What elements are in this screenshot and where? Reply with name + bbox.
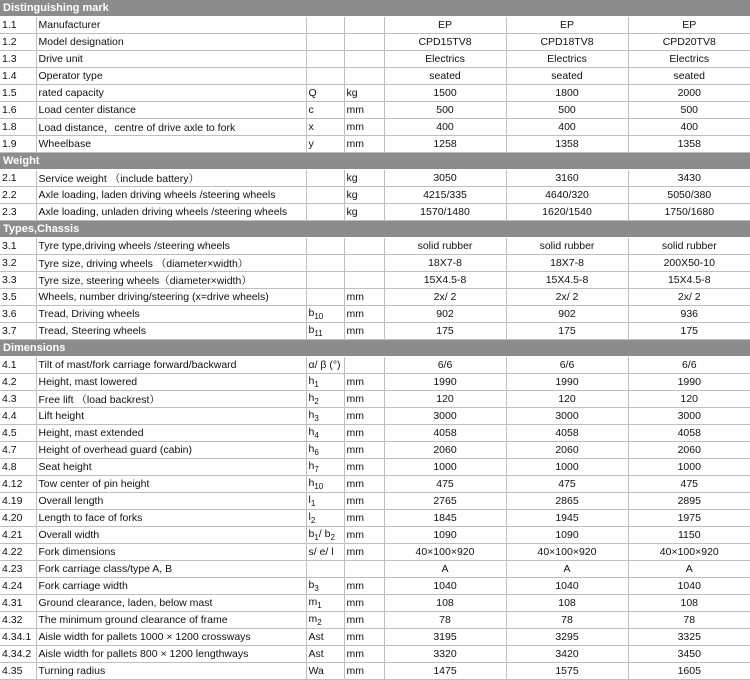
value-col1: 3195: [384, 629, 506, 646]
value-col3: 6/6: [628, 357, 750, 374]
row-unit: [344, 51, 384, 68]
row-symbol: [306, 187, 344, 204]
row-description: Tilt of mast/fork carriage forward/backward: [36, 357, 306, 374]
value-col3: 936: [628, 306, 750, 323]
row-description: The minimum ground clearance of frame: [36, 612, 306, 629]
row-symbol: x: [306, 119, 344, 136]
row-number: 4.32: [0, 612, 36, 629]
value-col2: 120: [506, 391, 628, 408]
row-symbol: [306, 272, 344, 289]
row-unit: mm: [344, 578, 384, 595]
row-description: Model designation: [36, 34, 306, 51]
row-description: Fork carriage class/type A, B: [36, 561, 306, 578]
row-unit: [344, 34, 384, 51]
row-symbol: [306, 561, 344, 578]
section-header: [0, 0, 750, 17]
table-row: [0, 646, 750, 663]
row-symbol: $b_{10}$: [306, 306, 344, 323]
row-description: Tyre size, steering wheels（diameter×width）: [36, 272, 306, 289]
row-description: Manufacturer: [36, 17, 306, 34]
row-number: 3.7: [0, 323, 36, 340]
section-header: [0, 221, 750, 238]
value-col2: 40×100×920: [506, 544, 628, 561]
row-unit: mm: [344, 374, 384, 391]
row-number: 4.1: [0, 357, 36, 374]
row-unit: mm: [344, 476, 384, 493]
table-row: [0, 306, 750, 323]
section-title: Distinguishing mark: [0, 0, 750, 17]
row-unit: mm: [344, 323, 384, 340]
row-number: 4.20: [0, 510, 36, 527]
section-title: Types,Chassis: [0, 221, 750, 238]
row-description: Overall width: [36, 527, 306, 544]
row-symbol: $h_{10}$: [306, 476, 344, 493]
value-col2: 500: [506, 102, 628, 119]
row-number: 4.35: [0, 663, 36, 680]
value-col2: 2x/ 2: [506, 289, 628, 306]
table-row: [0, 612, 750, 629]
row-number: 3.2: [0, 255, 36, 272]
value-col2: 3000: [506, 408, 628, 425]
value-col2: 3160: [506, 170, 628, 187]
row-number: 3.1: [0, 238, 36, 255]
value-col3: 40×100×920: [628, 544, 750, 561]
value-col3: 2060: [628, 442, 750, 459]
table-row: [0, 476, 750, 493]
row-number: 1.4: [0, 68, 36, 85]
table-row: [0, 391, 750, 408]
value-col3: 108: [628, 595, 750, 612]
row-unit: mm: [344, 459, 384, 476]
row-unit: mm: [344, 510, 384, 527]
row-symbol: s/ e/ l: [306, 544, 344, 561]
row-unit: mm: [344, 629, 384, 646]
value-col1: A: [384, 561, 506, 578]
row-description: Drive unit: [36, 51, 306, 68]
value-col1: 400: [384, 119, 506, 136]
row-symbol: $b_{11}$: [306, 323, 344, 340]
value-col3: Electrics: [628, 51, 750, 68]
row-description: Height, mast lowered: [36, 374, 306, 391]
value-col3: 1358: [628, 136, 750, 153]
row-number: 4.12: [0, 476, 36, 493]
section-title: Weight: [0, 153, 750, 170]
value-col1: 18X7-8: [384, 255, 506, 272]
value-col2: 1000: [506, 459, 628, 476]
row-unit: mm: [344, 527, 384, 544]
value-col1: 108: [384, 595, 506, 612]
value-col1: 3050: [384, 170, 506, 187]
row-number: 4.31: [0, 595, 36, 612]
row-symbol: α/ β (°): [306, 357, 344, 374]
table-row: [0, 238, 750, 255]
table-row: [0, 578, 750, 595]
value-col3: 3000: [628, 408, 750, 425]
row-number: 1.5: [0, 85, 36, 102]
value-col2: A: [506, 561, 628, 578]
table-row: [0, 510, 750, 527]
section-header: [0, 153, 750, 170]
row-unit: kg: [344, 204, 384, 221]
value-col3: 15X4.5-8: [628, 272, 750, 289]
row-symbol: [306, 68, 344, 85]
row-description: Fork dimensions: [36, 544, 306, 561]
table-row: [0, 561, 750, 578]
row-unit: kg: [344, 170, 384, 187]
table-row: [0, 102, 750, 119]
value-col1: 1040: [384, 578, 506, 595]
table-row: [0, 629, 750, 646]
value-col3: 5050/380: [628, 187, 750, 204]
row-symbol: $l_1$: [306, 493, 344, 510]
value-col1: 1000: [384, 459, 506, 476]
table-row: [0, 527, 750, 544]
row-unit: [344, 357, 384, 374]
row-symbol: $m_2$: [306, 612, 344, 629]
value-col1: 1258: [384, 136, 506, 153]
row-unit: mm: [344, 119, 384, 136]
row-symbol: [306, 51, 344, 68]
row-symbol: $m_1$: [306, 595, 344, 612]
row-unit: [344, 272, 384, 289]
row-number: 4.4: [0, 408, 36, 425]
value-col3: 500: [628, 102, 750, 119]
value-col1: 902: [384, 306, 506, 323]
value-col3: 2895: [628, 493, 750, 510]
value-col3: 78: [628, 612, 750, 629]
table-row: [0, 17, 750, 34]
value-col2: 475: [506, 476, 628, 493]
table-row: [0, 187, 750, 204]
row-unit: mm: [344, 102, 384, 119]
value-col2: 1358: [506, 136, 628, 153]
table-row: [0, 544, 750, 561]
row-unit: mm: [344, 136, 384, 153]
row-description: Height of overhead guard (cabin): [36, 442, 306, 459]
value-col3: 475: [628, 476, 750, 493]
row-number: 4.24: [0, 578, 36, 595]
row-symbol: [306, 170, 344, 187]
row-number: 4.23: [0, 561, 36, 578]
value-col2: 1040: [506, 578, 628, 595]
value-col1: 1475: [384, 663, 506, 680]
section-title: Dimensions: [0, 340, 750, 357]
row-symbol: $h_3$: [306, 408, 344, 425]
table-row: [0, 119, 750, 136]
value-col1: 1845: [384, 510, 506, 527]
value-col2: 6/6: [506, 357, 628, 374]
table-row: [0, 663, 750, 680]
value-col1: 3000: [384, 408, 506, 425]
row-symbol: $l_2$: [306, 510, 344, 527]
value-col3: 4058: [628, 425, 750, 442]
row-number: 4.19: [0, 493, 36, 510]
row-unit: mm: [344, 544, 384, 561]
row-description: Load center distance: [36, 102, 306, 119]
table-row: [0, 289, 750, 306]
value-col2: Electrics: [506, 51, 628, 68]
row-unit: mm: [344, 391, 384, 408]
value-col2: 15X4.5-8: [506, 272, 628, 289]
value-col2: CPD18TV8: [506, 34, 628, 51]
row-description: Tread, Steering wheels: [36, 323, 306, 340]
table-row: [0, 595, 750, 612]
row-unit: mm: [344, 306, 384, 323]
row-symbol: $b_1/$ $b_2$: [306, 527, 344, 544]
row-symbol: Wa: [306, 663, 344, 680]
value-col3: 1750/1680: [628, 204, 750, 221]
value-col1: 500: [384, 102, 506, 119]
row-symbol: [306, 204, 344, 221]
value-col3: 1605: [628, 663, 750, 680]
row-description: Wheelbase: [36, 136, 306, 153]
row-unit: [344, 68, 384, 85]
value-col2: 3420: [506, 646, 628, 663]
row-description: Aisle width for pallets 1000 × 1200 crossways: [36, 629, 306, 646]
row-symbol: $b_3$: [306, 578, 344, 595]
value-col2: 1090: [506, 527, 628, 544]
table-row: [0, 255, 750, 272]
value-col1: Electrics: [384, 51, 506, 68]
value-col1: 78: [384, 612, 506, 629]
row-unit: [344, 17, 384, 34]
value-col3: A: [628, 561, 750, 578]
table-row: [0, 170, 750, 187]
value-col3: 3450: [628, 646, 750, 663]
row-description: rated capacity: [36, 85, 306, 102]
value-col2: 3295: [506, 629, 628, 646]
value-col3: 1150: [628, 527, 750, 544]
value-col1: 1090: [384, 527, 506, 544]
row-symbol: $h_6$: [306, 442, 344, 459]
value-col3: 3430: [628, 170, 750, 187]
value-col1: seated: [384, 68, 506, 85]
row-number: 1.9: [0, 136, 36, 153]
row-symbol: [306, 289, 344, 306]
row-number: 3.6: [0, 306, 36, 323]
section-header: [0, 340, 750, 357]
row-description: Axle loading, laden driving wheels /steering wheels: [36, 187, 306, 204]
value-col3: 200X50-10: [628, 255, 750, 272]
value-col1: 6/6: [384, 357, 506, 374]
table-row: [0, 442, 750, 459]
row-description: Service weight （include battery）: [36, 170, 306, 187]
row-description: Axle loading, unladen driving wheels /steering wheels: [36, 204, 306, 221]
row-unit: mm: [344, 646, 384, 663]
value-col3: solid rubber: [628, 238, 750, 255]
value-col2: 1800: [506, 85, 628, 102]
value-col1: 175: [384, 323, 506, 340]
row-number: 2.3: [0, 204, 36, 221]
row-description: Ground clearance, laden, below mast: [36, 595, 306, 612]
row-unit: mm: [344, 425, 384, 442]
row-symbol: c: [306, 102, 344, 119]
value-col2: 1575: [506, 663, 628, 680]
row-symbol: $h_4$: [306, 425, 344, 442]
value-col3: 3325: [628, 629, 750, 646]
table-row: [0, 51, 750, 68]
value-col2: 78: [506, 612, 628, 629]
table-row: [0, 493, 750, 510]
row-unit: mm: [344, 663, 384, 680]
value-col1: CPD15TV8: [384, 34, 506, 51]
row-description: Load distance，centre of drive axle to fork: [36, 119, 306, 136]
value-col2: 18X7-8: [506, 255, 628, 272]
row-description: Aisle width for pallets 800 × 1200 lengthways: [36, 646, 306, 663]
table-row: [0, 323, 750, 340]
row-number: 4.22: [0, 544, 36, 561]
value-col1: 3320: [384, 646, 506, 663]
row-symbol: [306, 34, 344, 51]
value-col3: 120: [628, 391, 750, 408]
table-row: [0, 34, 750, 51]
value-col2: 175: [506, 323, 628, 340]
row-unit: mm: [344, 408, 384, 425]
row-description: Tyre type,driving wheels /steering wheels: [36, 238, 306, 255]
row-description: Overall length: [36, 493, 306, 510]
row-unit: mm: [344, 493, 384, 510]
table-row: [0, 204, 750, 221]
row-number: 4.34.1: [0, 629, 36, 646]
value-col2: 902: [506, 306, 628, 323]
row-unit: kg: [344, 187, 384, 204]
row-number: 2.2: [0, 187, 36, 204]
value-col3: 2x/ 2: [628, 289, 750, 306]
table-row: [0, 374, 750, 391]
value-col1: 475: [384, 476, 506, 493]
row-description: Operator type: [36, 68, 306, 85]
row-description: Lift height: [36, 408, 306, 425]
value-col3: 1000: [628, 459, 750, 476]
value-col1: 2060: [384, 442, 506, 459]
row-number: 1.1: [0, 17, 36, 34]
row-symbol: y: [306, 136, 344, 153]
value-col1: 2765: [384, 493, 506, 510]
row-unit: mm: [344, 442, 384, 459]
value-col3: 2000: [628, 85, 750, 102]
row-number: 4.2: [0, 374, 36, 391]
row-symbol: $h_1$: [306, 374, 344, 391]
row-description: Tyre size, driving wheels （diameter×width）: [36, 255, 306, 272]
table-row: [0, 425, 750, 442]
row-number: 4.5: [0, 425, 36, 442]
row-number: 1.2: [0, 34, 36, 51]
value-col3: EP: [628, 17, 750, 34]
row-number: 1.8: [0, 119, 36, 136]
row-number: 1.6: [0, 102, 36, 119]
row-description: Seat height: [36, 459, 306, 476]
row-description: Fork carriage width: [36, 578, 306, 595]
row-number: 4.34.2: [0, 646, 36, 663]
value-col2: 4640/320: [506, 187, 628, 204]
value-col3: 1975: [628, 510, 750, 527]
row-symbol: $h_2$: [306, 391, 344, 408]
row-unit: [344, 238, 384, 255]
table-row: [0, 272, 750, 289]
row-number: 2.1: [0, 170, 36, 187]
value-col3: 175: [628, 323, 750, 340]
row-symbol: Ast: [306, 646, 344, 663]
value-col2: seated: [506, 68, 628, 85]
row-number: 4.8: [0, 459, 36, 476]
row-description: Height, mast extended: [36, 425, 306, 442]
value-col3: 1040: [628, 578, 750, 595]
row-symbol: [306, 238, 344, 255]
row-unit: [344, 561, 384, 578]
row-description: Wheels, number driving/steering (x=drive wheels): [36, 289, 306, 306]
table-row: [0, 136, 750, 153]
value-col2: 1990: [506, 374, 628, 391]
row-description: Free lift （load backrest）: [36, 391, 306, 408]
value-col3: 400: [628, 119, 750, 136]
value-col3: seated: [628, 68, 750, 85]
row-unit: mm: [344, 595, 384, 612]
row-number: 1.3: [0, 51, 36, 68]
row-symbol: [306, 17, 344, 34]
row-symbol: Ast: [306, 629, 344, 646]
value-col3: CPD20TV8: [628, 34, 750, 51]
table-row: [0, 408, 750, 425]
value-col1: 4215/335: [384, 187, 506, 204]
table-row: [0, 357, 750, 374]
value-col1: 1570/1480: [384, 204, 506, 221]
row-symbol: [306, 255, 344, 272]
value-col2: 400: [506, 119, 628, 136]
value-col1: 1500: [384, 85, 506, 102]
value-col2: 2865: [506, 493, 628, 510]
row-number: 4.3: [0, 391, 36, 408]
value-col2: 1620/1540: [506, 204, 628, 221]
value-col1: 40×100×920: [384, 544, 506, 561]
row-description: Tread, Driving wheels: [36, 306, 306, 323]
value-col2: solid rubber: [506, 238, 628, 255]
value-col2: 1945: [506, 510, 628, 527]
value-col1: EP: [384, 17, 506, 34]
table-row: [0, 68, 750, 85]
row-unit: mm: [344, 289, 384, 306]
value-col3: 1990: [628, 374, 750, 391]
row-number: 4.21: [0, 527, 36, 544]
value-col1: 120: [384, 391, 506, 408]
row-unit: kg: [344, 85, 384, 102]
row-number: 3.3: [0, 272, 36, 289]
value-col2: EP: [506, 17, 628, 34]
row-symbol: Q: [306, 85, 344, 102]
row-symbol: $h_7$: [306, 459, 344, 476]
row-unit: [344, 255, 384, 272]
table-row: [0, 459, 750, 476]
row-number: 4.7: [0, 442, 36, 459]
value-col2: 108: [506, 595, 628, 612]
row-description: Length to face of forks: [36, 510, 306, 527]
row-description: Turning radius: [36, 663, 306, 680]
value-col1: solid rubber: [384, 238, 506, 255]
value-col1: 2x/ 2: [384, 289, 506, 306]
value-col2: 2060: [506, 442, 628, 459]
value-col2: 4058: [506, 425, 628, 442]
table-row: [0, 85, 750, 102]
row-number: 3.5: [0, 289, 36, 306]
value-col1: 15X4.5-8: [384, 272, 506, 289]
value-col1: 1990: [384, 374, 506, 391]
row-description: Tow center of pin height: [36, 476, 306, 493]
row-unit: mm: [344, 612, 384, 629]
value-col1: 4058: [384, 425, 506, 442]
